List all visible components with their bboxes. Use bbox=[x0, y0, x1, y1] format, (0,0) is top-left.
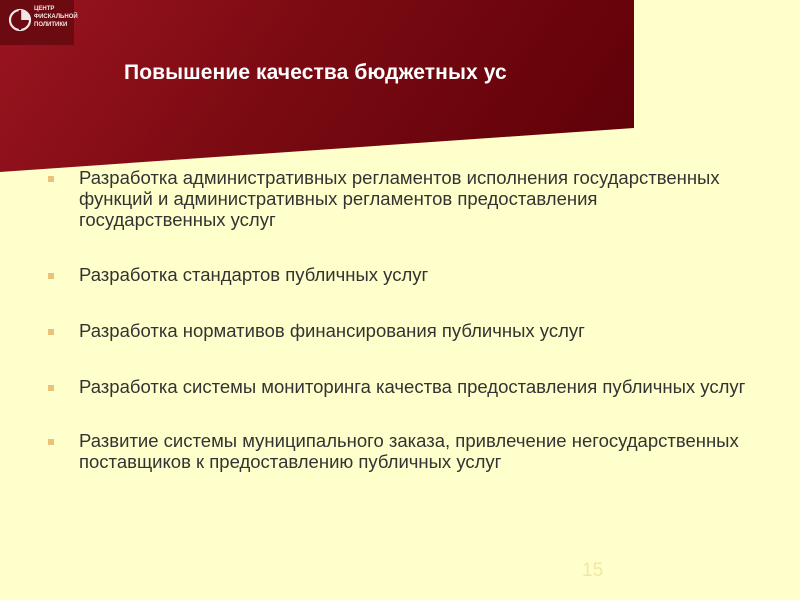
logo-line: ЦЕНТР bbox=[34, 6, 55, 12]
slide-title: Повышение качества бюджетных ус bbox=[124, 61, 507, 84]
logo-line: ФИСКАЛЬНОЙ bbox=[34, 14, 78, 20]
bullet-icon bbox=[48, 439, 54, 445]
list-item-text: Развитие системы муниципального заказа, привлечение негосударственных поставщиков к предоставлению публичных услуг bbox=[79, 430, 739, 472]
list-item bbox=[48, 430, 748, 472]
bullet-icon bbox=[48, 273, 54, 279]
logo-line: ПОЛИТИКИ bbox=[34, 22, 68, 28]
list-item-text: Разработка нормативов финансирования публичных услуг bbox=[79, 320, 585, 341]
bullet-icon bbox=[48, 176, 54, 182]
logo-icon bbox=[6, 6, 34, 36]
bullet-icon bbox=[48, 329, 54, 335]
list-item bbox=[48, 264, 748, 285]
bullet-list bbox=[48, 167, 748, 472]
list-item bbox=[48, 167, 748, 230]
list-item-text: Разработка стандартов публичных услуг bbox=[79, 264, 429, 285]
logo-text bbox=[34, 5, 78, 29]
page-number: 15 bbox=[582, 560, 604, 581]
title-container bbox=[0, 40, 634, 100]
list-item bbox=[48, 320, 748, 341]
logo bbox=[0, 0, 78, 45]
list-item-text: Разработка административных регламентов исполнения государственных функций и административных регламентов предоставления государственных услуг bbox=[79, 167, 720, 230]
list-item bbox=[48, 376, 748, 397]
list-item-text: Разработка системы мониторинга качества предоставления публичных услуг bbox=[79, 376, 746, 397]
bullet-icon bbox=[48, 385, 54, 391]
